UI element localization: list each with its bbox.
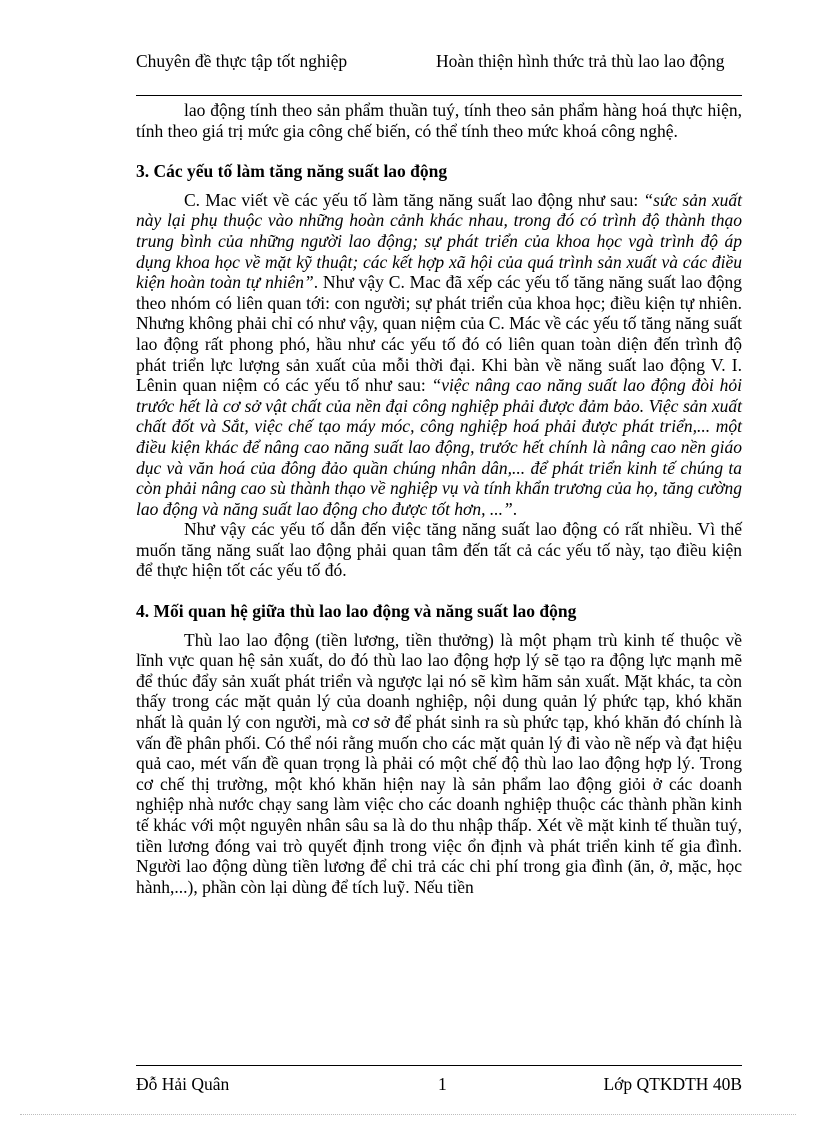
page-footer <box>136 1072 742 1096</box>
header-left-title: Chuyên đề thực tập tốt nghiệp <box>136 51 348 71</box>
paragraph-text: . Như vậy C. Mac đã xếp các yếu tố tăng năng suất lao động theo nhóm có liên quan tới: con người; sự phát triển của khoa học; điều kiện tự nhiên. Nhưng không phải chỉ có như vậy, quan niệm của C. Mác về các yếu tố tăng năng suất lao động rất phong phó, hầu như các yếu tố đó có liên quan toàn diện đến trình độ phát triển lực lượng sản xuất của mỗi thời đại. Khi bàn về năng suất lao động V. I. Lênin quan niệm có các yếu tố như sau: <box>136 272 743 396</box>
quote-marx: “sức sản xuất này lại phụ thuộc vào những hoàn cảnh khác nhau, trong đó có trình độ thành thạo trung bình của những người lao động; sự phát triển của khoa học vgà trình độ áp dụng khoa học về mặt kỹ thuật; các kết hợp xã hội của quá trình sản xuất và các điều kiện hoàn toàn tự nhiên” <box>136 189 743 293</box>
header-divider <box>136 95 742 96</box>
footer-author: Đỗ Hải Quân <box>136 1074 230 1094</box>
paragraph-text: C. Mac viết về các yếu tố làm tăng năng suất lao động như sau: <box>184 189 644 210</box>
page-header <box>136 50 726 72</box>
page-number: 1 <box>438 1074 447 1094</box>
footer-class: Lớp QTKDTH 40B <box>603 1074 742 1094</box>
paragraph-continued: lao động tính theo sản phẩm thuần tuý, tính theo sản phẩm hàng hoá thực hiện, tính theo giá trị mức gia công chế biến, có thể tính theo mức khoá công nghệ. <box>136 100 742 141</box>
header-right-title: Hoàn thiện hình thức trả thù lao lao động <box>436 51 725 71</box>
section-heading-4: 4. Mối quan hệ giữa thù lao lao động và năng suất lao động <box>136 601 577 622</box>
paragraph-summary: Như vậy các yếu tố dẫn đến việc tăng năng suất lao động có rất nhiều. Vì thế muốn tăng năng suất lao động phải quan tâm đến tất cả các yếu tố này, tạo điều kiện để thực hiện tốt các yếu tố đó. <box>136 519 742 581</box>
paragraph-relationship: Thù lao lao động (tiền lương, tiền thưởng) là một phạm trù kinh tế thuộc về lĩnh vực quan hệ sản xuất, do đó thù lao lao động hợp lý sẽ tạo ra động lực mạnh mẽ để thúc đẩy sản xuất phát triển và ngược lại nó sẽ kìm hãm sản xuất. Mặt khác, ta còn thấy trong các mặt quản lý của doanh nghiệp, nội dung quản lý phức tạp, khó khăn nhất là quản lý con người, mà cơ sở để phát sinh ra sù phức tạp, khó khăn đó chính là vấn đề phân phối. Có thể nói rằng muốn cho các mặt quản lý đi vào nề nếp và đạt hiệu quả cao, mét vấn đề quan trọng là phải có một chế độ thù lao lao động hợp lý. Trong cơ chế thị trường, một khó khăn hiện nay là sản phẩm lao động giỏi ở các doanh nghiệp nhà nước chạy sang làm việc cho các doanh nghiệp thuộc các thành phần kinh tế khác với một nguyên nhân sâu sa là do thu nhập thấp. Xét về mặt kinh tế thuần tuý, tiền lương đóng vai trò quyết định trong việc ổn định và phát triển kinh tế gia đình. Người lao động dùng tiền lương để chi trả các chi phí trong gia đình (ăn, ở, mặc, học hành,...), phần còn lại dùng để tích luỹ. Nếu tiền <box>136 629 742 897</box>
document-body <box>136 100 742 897</box>
quote-lenin: “việc nâng cao năng suất lao động đòi hỏi trước hết là cơ sở vật chất của nền đại công nghiệp phải được đảm bảo. Việc sản xuất chất đốt và Sắt, việc chế tạo máy móc, công nghiệp hoá phải được phát triển,... một điều kiện khác để nâng cao năng suất lao động, trước hết chính là nâng cao nền giáo dục và văn hoá của đông đảo quần chúng nhân dân,... để phát triển kinh tế chúng ta còn phải nâng cao sù thành thạo về nghiệp vụ và tính khẩn trương của họ, tăng cường lao động và năng suất lao động cho được tốt hơn, ...” <box>136 375 742 519</box>
section-heading-3: 3. Các yếu tố làm tăng năng suất lao động <box>136 161 448 182</box>
paragraph-factors <box>136 190 742 520</box>
paragraph-text: . <box>512 498 518 519</box>
footer-divider <box>136 1065 742 1066</box>
page-bottom-boundary <box>20 1114 796 1115</box>
